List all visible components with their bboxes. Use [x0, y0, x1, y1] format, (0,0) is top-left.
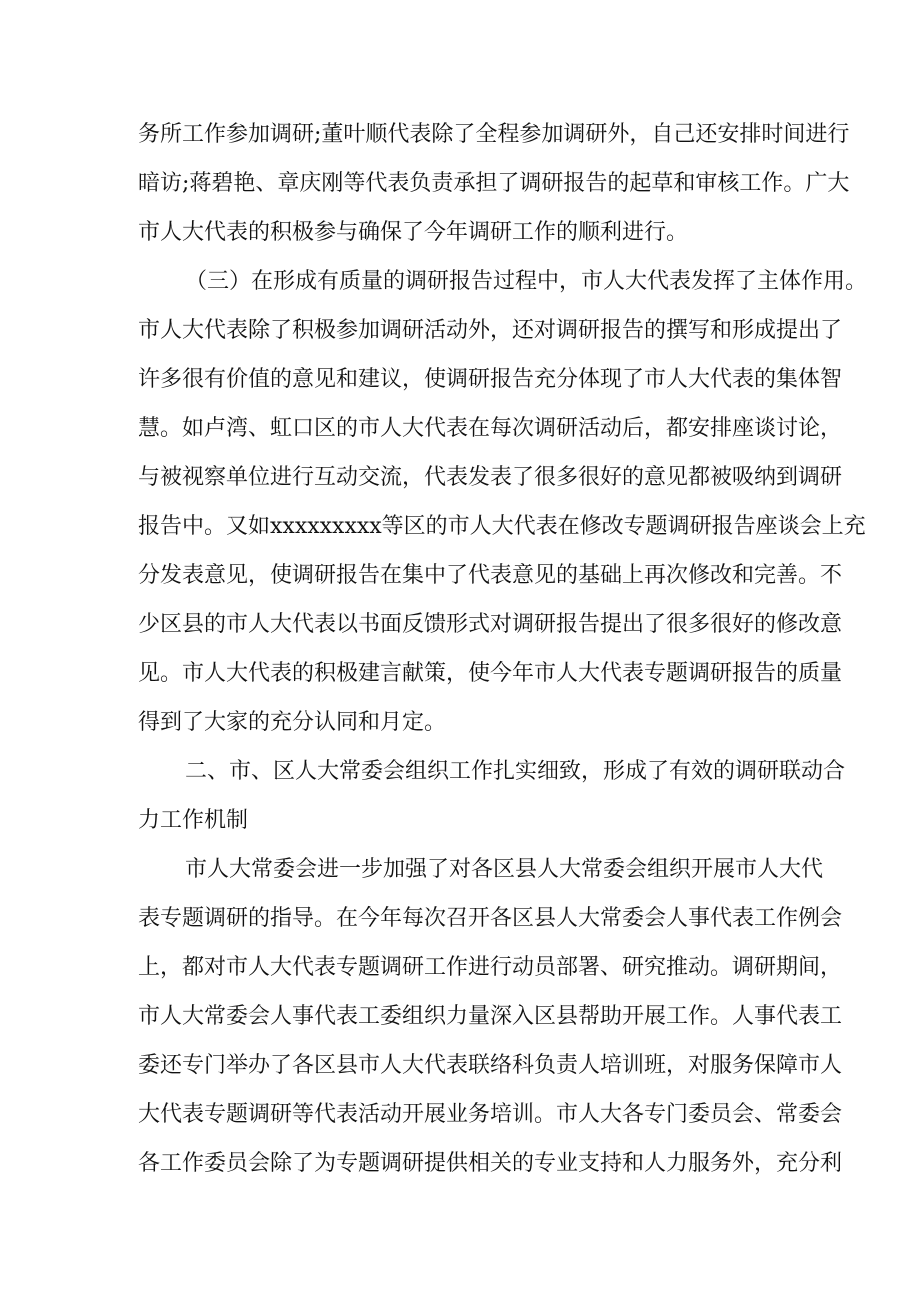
paragraph-heading-line: （三）在形成有质量的调研报告过程中，市人大代表发挥了主体作用。	[185, 269, 868, 294]
text-line: 各工作委员会除了为专题调研提供相关的专业支持和人力服务外，充分利	[138, 1151, 843, 1176]
text-line: 见。市人大代表的积极建言献策，使今年市人大代表专题调研报告的质量	[138, 661, 843, 686]
text-line: 暗访;蒋碧艳、章庆刚等代表负责承担了调研报告的起草和审核工作。广大	[138, 171, 850, 196]
section-heading-line: 二、市、区人大常委会组织工作扎实细致，形成了有效的调研联动合	[185, 759, 846, 784]
section-heading-line: 力工作机制	[138, 808, 249, 833]
text-line: 少区县的市人大代表以书面反馈形式对调研报告提出了很多很好的修改意	[138, 612, 843, 637]
text-line: 分发表意见，使调研报告在集中了代表意见的基础上再次修改和完善。不	[138, 563, 843, 588]
text-line: 委还专门举办了各区县市人大代表联络科负责人培训班，对服务保障市人	[138, 1053, 843, 1078]
text-line: 上，都对市人大代表专题调研工作进行动员部署、研究推动。调研期间，	[138, 955, 843, 980]
text-line: 报告中。又如xxxxxxxxx等区的市人大代表在修改专题调研报告座谈会上充	[138, 514, 866, 539]
text-line: 大代表专题调研等代表活动开展业务培训。市人大各专门委员会、常委会	[138, 1102, 843, 1127]
text-line: 慧。如卢湾、虹口区的市人大代表在每次调研活动后，都安排座谈讨论，	[138, 416, 843, 441]
text-line: 市人大常委会进一步加强了对各区县人大常委会组织开展市人大代	[185, 857, 824, 882]
text-line: 许多很有价值的意见和建议，使调研报告充分体现了市人大代表的集体智	[138, 367, 843, 392]
text-line: 市人大代表除了积极参加调研活动外，还对调研报告的撰写和形成提出了	[138, 318, 843, 343]
text-line: 与被视察单位进行互动交流，代表发表了很多很好的意见都被吸纳到调研	[138, 465, 843, 490]
text-line: 市人大代表的积极参与确保了今年调研工作的顺利进行。	[138, 220, 689, 245]
text-line: 表专题调研的指导。在今年每次召开各区县人大常委会人事代表工作例会	[138, 906, 843, 931]
text-line: 市人大常委会人事代表工委组织力量深入区县帮助开展工作。人事代表工	[138, 1004, 843, 1029]
text-line: 务所工作参加调研;董叶顺代表除了全程参加调研外，自己还安排时间进行	[138, 122, 850, 147]
text-line: 得到了大家的充分认同和月定。	[138, 710, 447, 735]
